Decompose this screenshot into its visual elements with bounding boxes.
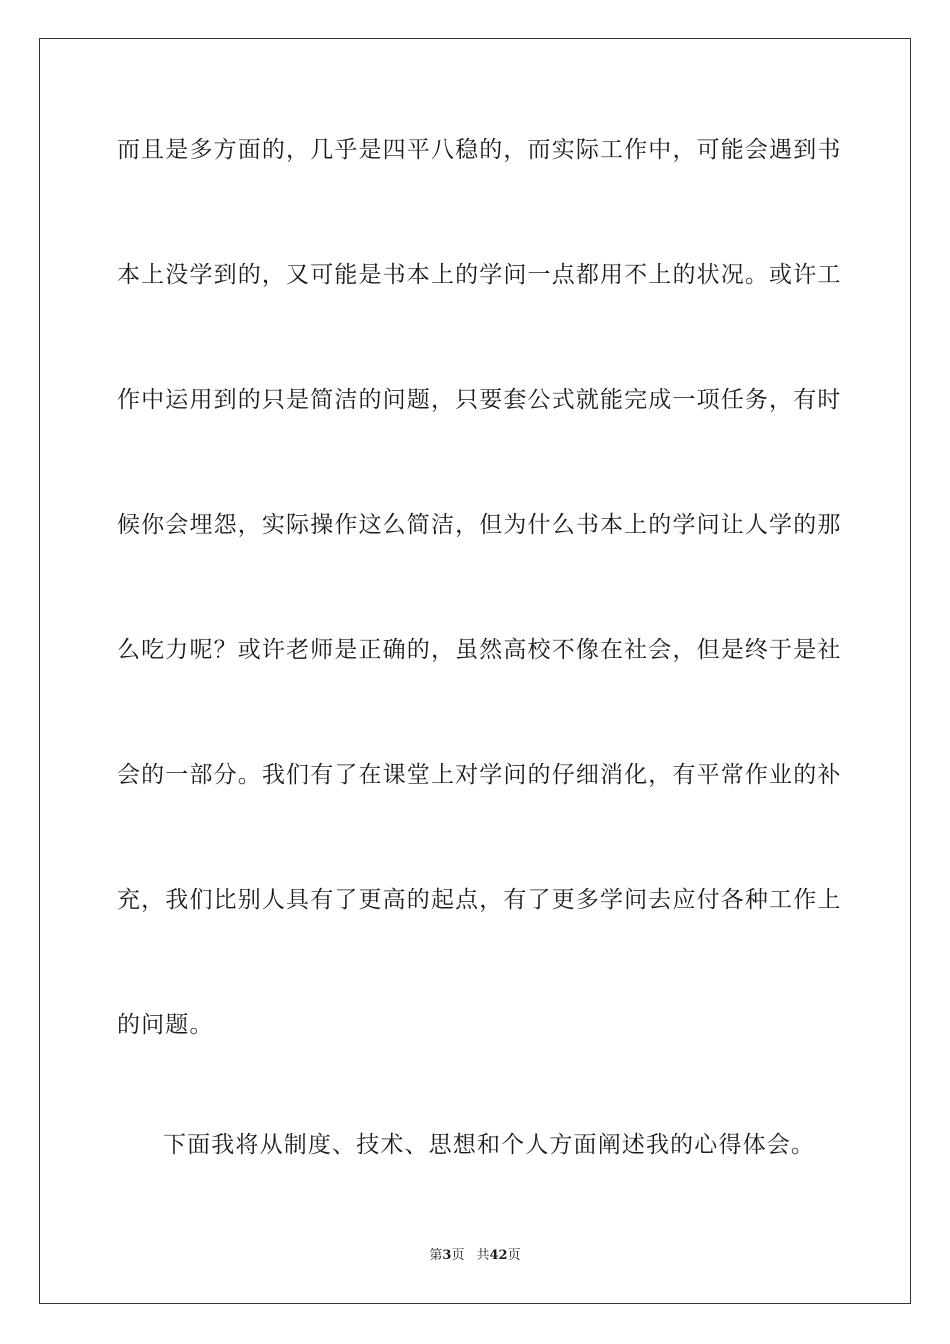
paragraph-line: 作中运用到的只是简洁的问题，只要套公式就能完成一项任务，有时 [117,387,842,413]
paragraph-line: 本上没学到的，又可能是书本上的学问一点都用不上的状况。或许工 [117,262,842,288]
page-footer [0,1247,950,1265]
page-suffix: 页 [451,1248,465,1263]
page-border [39,38,911,1304]
paragraph-line: 下面我将从制度、技术、思想和个人方面阐述我的心得体会。 [163,1132,816,1158]
total-pages: 42 [489,1248,508,1263]
paragraph-line: 候你会埋怨，实际操作这么简洁，但为什么书本上的学问让人学的那 [117,512,842,538]
page-number: 3 [442,1248,452,1263]
paragraph-line: 充，我们比别人具有了更高的起点，有了更多学问去应付各种工作上 [117,887,842,913]
paragraph-line: 而且是多方面的，几乎是四平八稳的，而实际工作中，可能会遇到书 [117,137,842,163]
paragraph-line: 么吃力呢？或许老师是正确的，虽然高校不像在社会，但是终于是社 [117,637,842,663]
total-prefix: 共 [476,1248,490,1263]
paragraph-line: 的问题。 [117,1012,214,1038]
paragraph-line: 会的一部分。我们有了在课堂上对学问的仔细消化，有平常作业的补 [117,762,842,788]
total-suffix: 页 [507,1248,521,1263]
page-prefix: 第 [429,1248,443,1263]
